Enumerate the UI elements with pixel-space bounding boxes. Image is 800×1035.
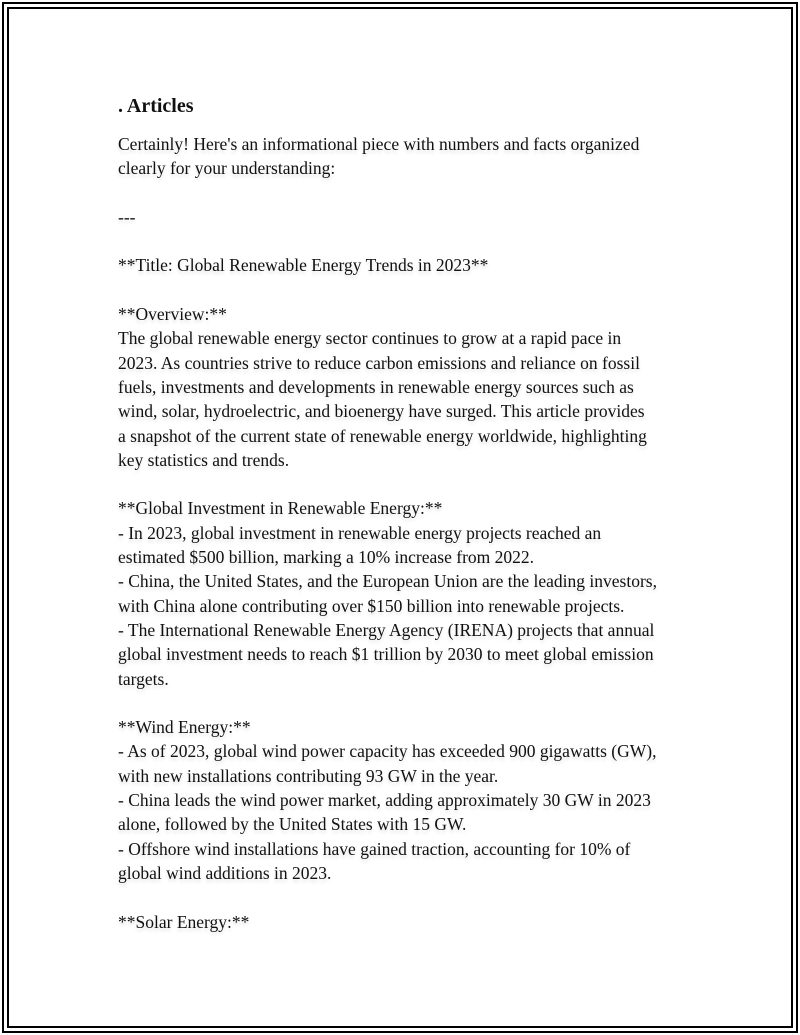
- section-heading: **Wind Energy:**: [118, 717, 251, 738]
- section-heading: **Global Investment in Renewable Energy:**: [118, 498, 443, 519]
- text-line: targets.: [118, 668, 169, 689]
- overview-section: [118, 302, 698, 472]
- text-line: ---: [118, 206, 136, 227]
- text-line: alone, followed by the United States with 15 GW.: [118, 814, 467, 835]
- text-line: wind, solar, hydroelectric, and bioenergy have surged. This article provides: [118, 401, 645, 422]
- text-line: key statistics and trends.: [118, 449, 290, 470]
- text-line: 2023. As countries strive to reduce carbon emissions and reliance on fossil: [118, 352, 640, 373]
- text-line: Certainly! Here's an informational piece with numbers and facts organized: [118, 134, 640, 154]
- text-line: a snapshot of the current state of renewable energy worldwide, highlighting: [118, 425, 647, 446]
- page-heading: . Articles: [118, 95, 194, 117]
- text-line: - Offshore wind installations have gained traction, accounting for 10% of: [118, 838, 631, 859]
- text-line: - The International Renewable Energy Agency (IRENA) projects that annual: [118, 619, 655, 640]
- section-heading: **Overview:**: [118, 304, 227, 325]
- text-line: fuels, investments and developments in renewable energy sources such as: [118, 376, 634, 397]
- text-line: - China, the United States, and the European Union are the leading investors,: [118, 571, 657, 592]
- text-line: estimated $500 billion, marking a 10% increase from 2022.: [118, 547, 535, 568]
- text-line: **Title: Global Renewable Energy Trends in 2023**: [118, 255, 489, 276]
- text-line: global investment needs to reach $1 trillion by 2030 to meet global emission: [118, 644, 654, 665]
- section-heading: **Solar Energy:**: [118, 911, 250, 932]
- text-line: - In 2023, global investment in renewable energy projects reached an: [118, 522, 602, 543]
- investment-section: [118, 496, 698, 690]
- title-paragraph: [118, 253, 698, 277]
- text-line: - As of 2023, global wind power capacity has exceeded 900 gigawatts (GW),: [118, 741, 657, 762]
- text-line: The global renewable energy sector continues to grow at a rapid pace in: [118, 328, 622, 349]
- text-line: with China alone contributing over $150 billion into renewable projects.: [118, 595, 625, 616]
- intro-paragraph: [118, 132, 698, 181]
- text-line: - China leads the wind power market, adding approximately 30 GW in 2023: [118, 790, 651, 811]
- text-line: global wind additions in 2023.: [118, 862, 332, 883]
- separator-line: [118, 205, 698, 229]
- text-line: with new installations contributing 93 GW in the year.: [118, 765, 499, 786]
- wind-section: [118, 715, 698, 885]
- solar-section: [118, 910, 698, 934]
- text-line: clearly for your understanding:: [118, 158, 336, 179]
- document-body: [118, 92, 698, 958]
